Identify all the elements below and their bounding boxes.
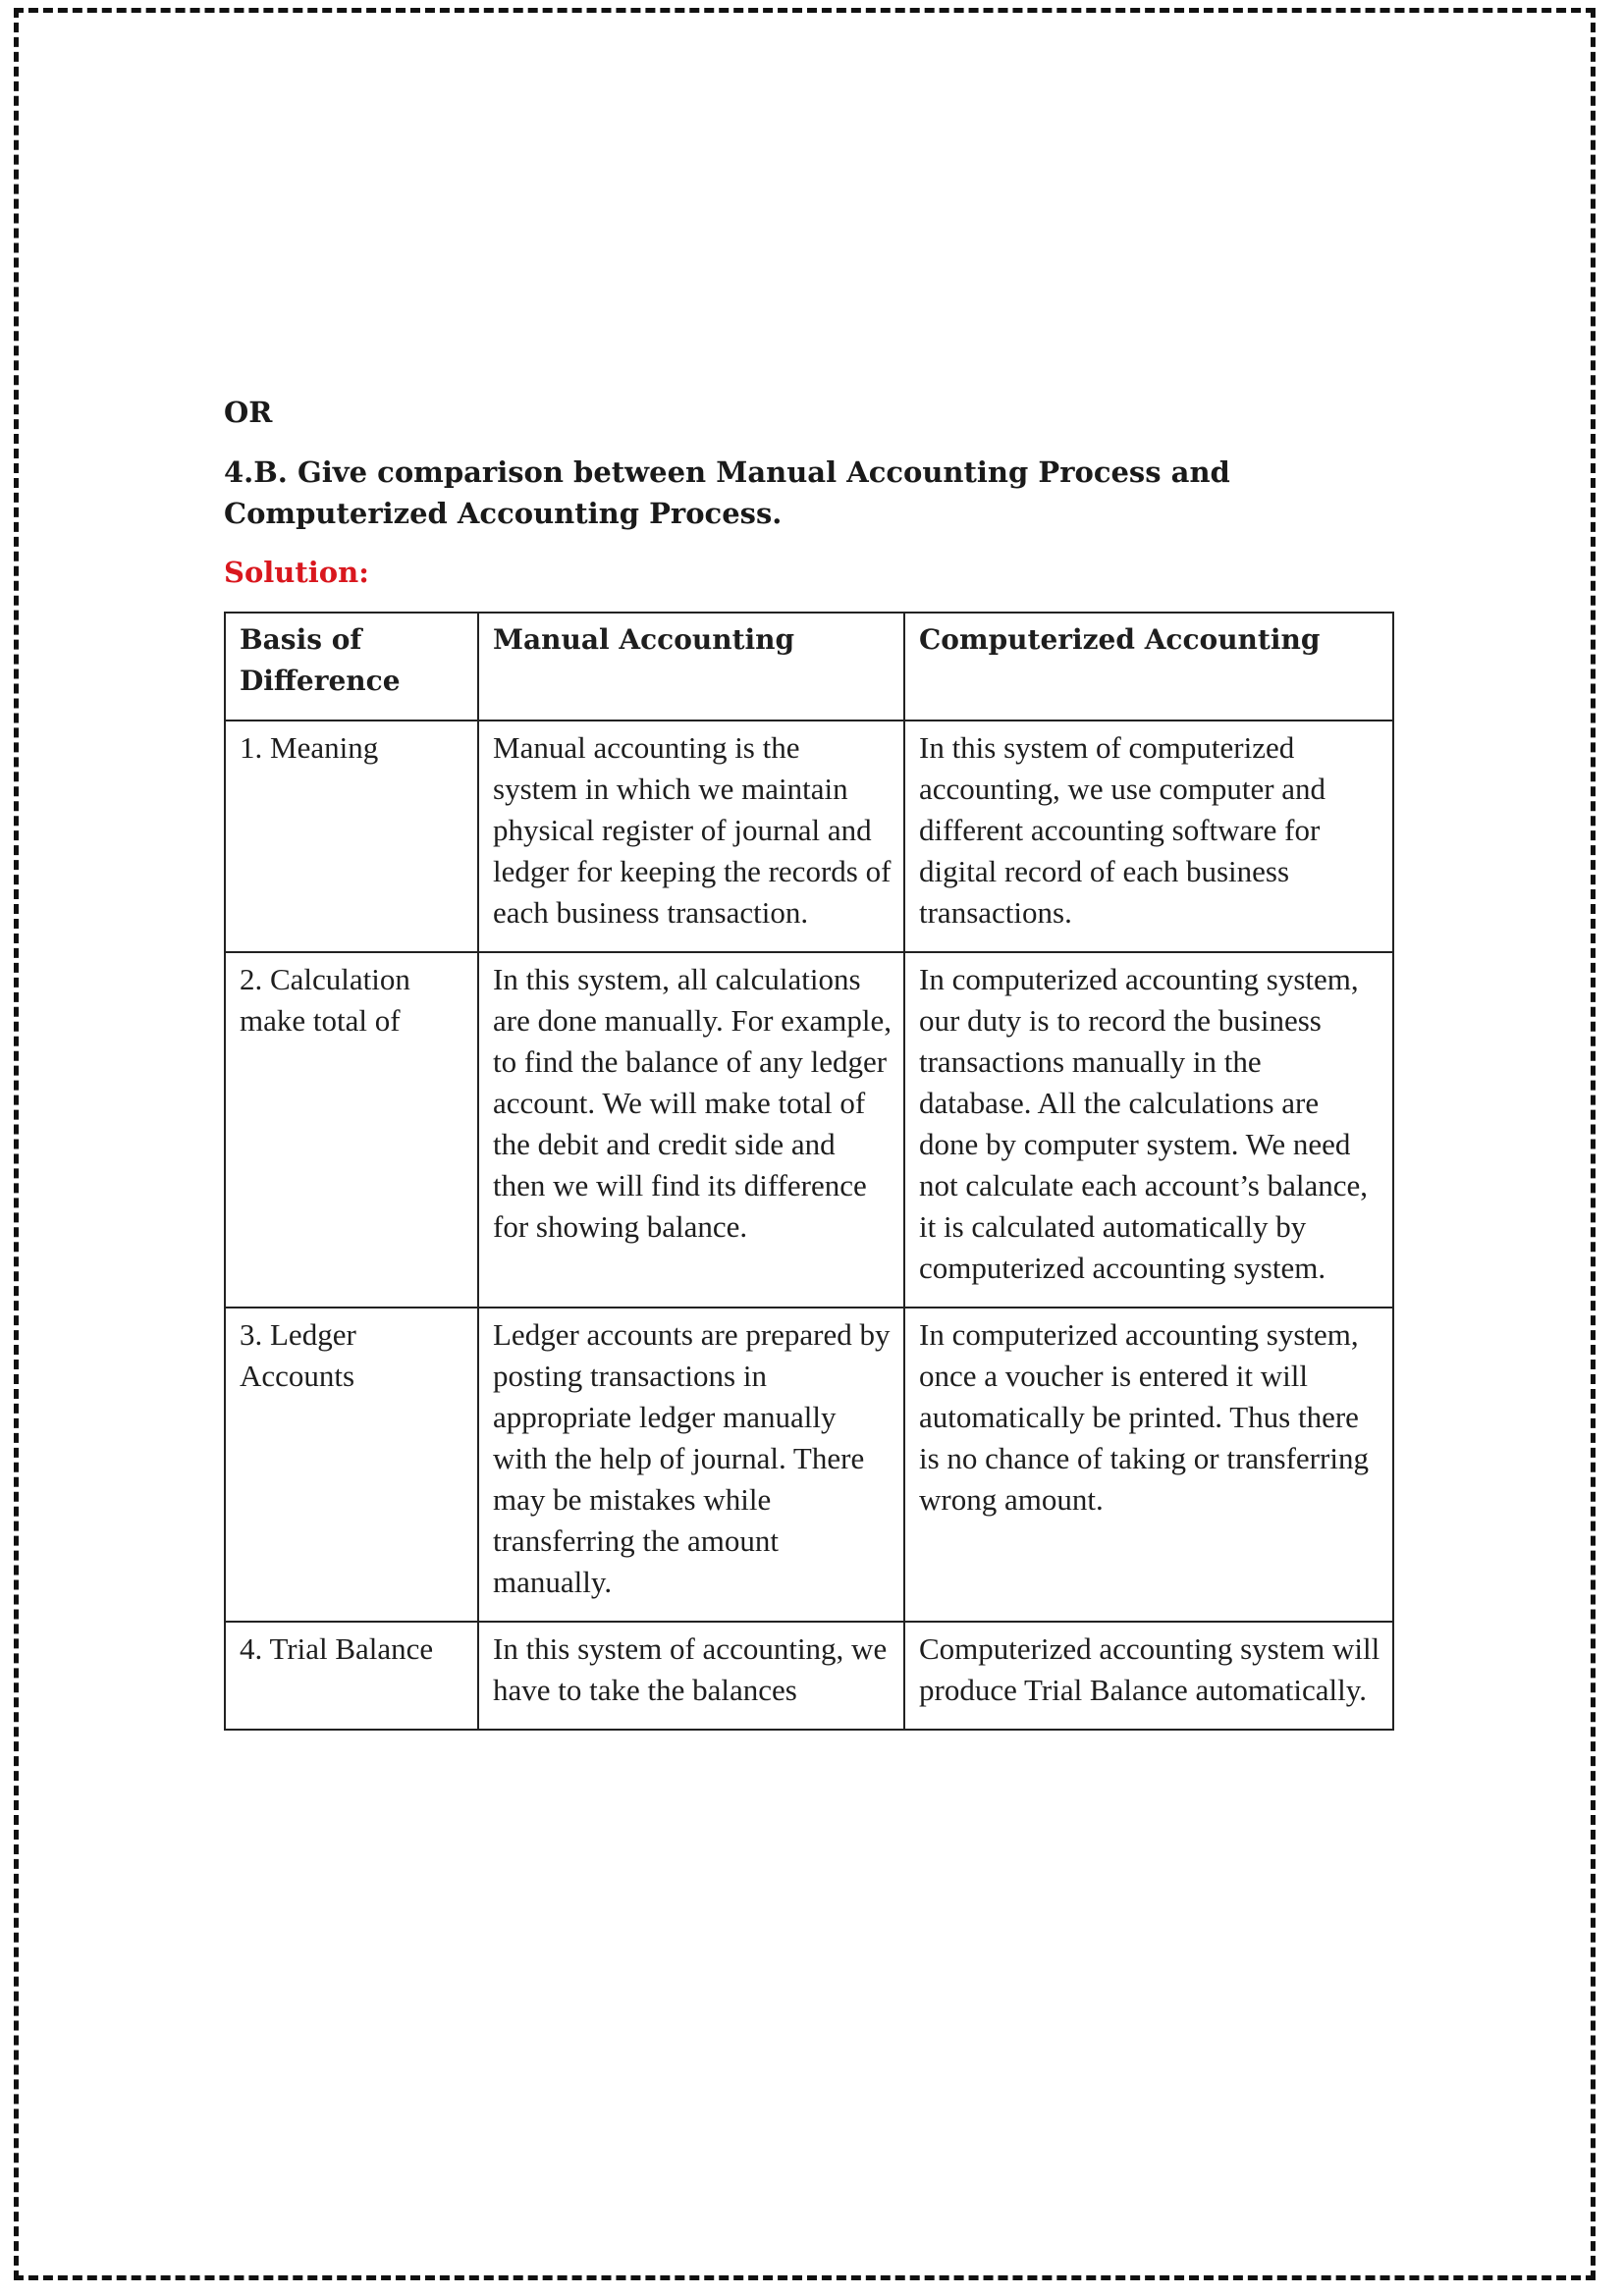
row-manual: In this system of accounting, we have to take the balances: [478, 1622, 904, 1730]
table-row: [225, 1308, 1393, 1622]
table-header-row: [225, 613, 1393, 721]
document-content: [224, 393, 1392, 1731]
row-manual: Manual accounting is the system in which we maintain physical register of journal and ledger for keeping the records of each business transaction.: [478, 721, 904, 952]
header-basis: Basis of Difference: [225, 613, 478, 721]
row-computerized: In computerized accounting system, our duty is to record the business transactions manually in the database. All the calculations are done by computer system. We need not calculate each account’s balance, it is calculated automatically by computerized accounting system.: [904, 952, 1393, 1308]
row-basis: 4. Trial Balance: [225, 1622, 478, 1730]
row-manual: Ledger accounts are prepared by posting transactions in appropriate ledger manually with the help of journal. There may be mistakes while transferring the amount manually.: [478, 1308, 904, 1622]
header-computerized: Computerized Accounting: [904, 613, 1393, 721]
row-manual: In this system, all calculations are done manually. For example, to find the balance of any ledger account. We will make total of the debit and credit side and then we will find its difference for showing balance.: [478, 952, 904, 1308]
row-basis: 1. Meaning: [225, 721, 478, 952]
row-basis: 3. Ledger Accounts: [225, 1308, 478, 1622]
table-row: [225, 1622, 1393, 1730]
comparison-table: [224, 612, 1394, 1731]
question-text: 4.B. Give comparison between Manual Accounting Process and Computerized Accounting Process.: [224, 455, 1230, 530]
row-basis: 2. Calculation make total of: [225, 952, 478, 1308]
solution-label: Solution:: [224, 556, 369, 589]
row-computerized: In computerized accounting system, once a voucher is entered it will automatically be printed. Thus there is no chance of taking or transferring wrong amount.: [904, 1308, 1393, 1622]
header-manual: Manual Accounting: [478, 613, 904, 721]
table-row: [225, 721, 1393, 952]
row-computerized: In this system of computerized accounting, we use computer and different accounting software for digital record of each business transactions.: [904, 721, 1393, 952]
row-computerized: Computerized accounting system will produce Trial Balance automatically.: [904, 1622, 1393, 1730]
table-row: [225, 952, 1393, 1308]
or-label: OR: [224, 396, 273, 429]
